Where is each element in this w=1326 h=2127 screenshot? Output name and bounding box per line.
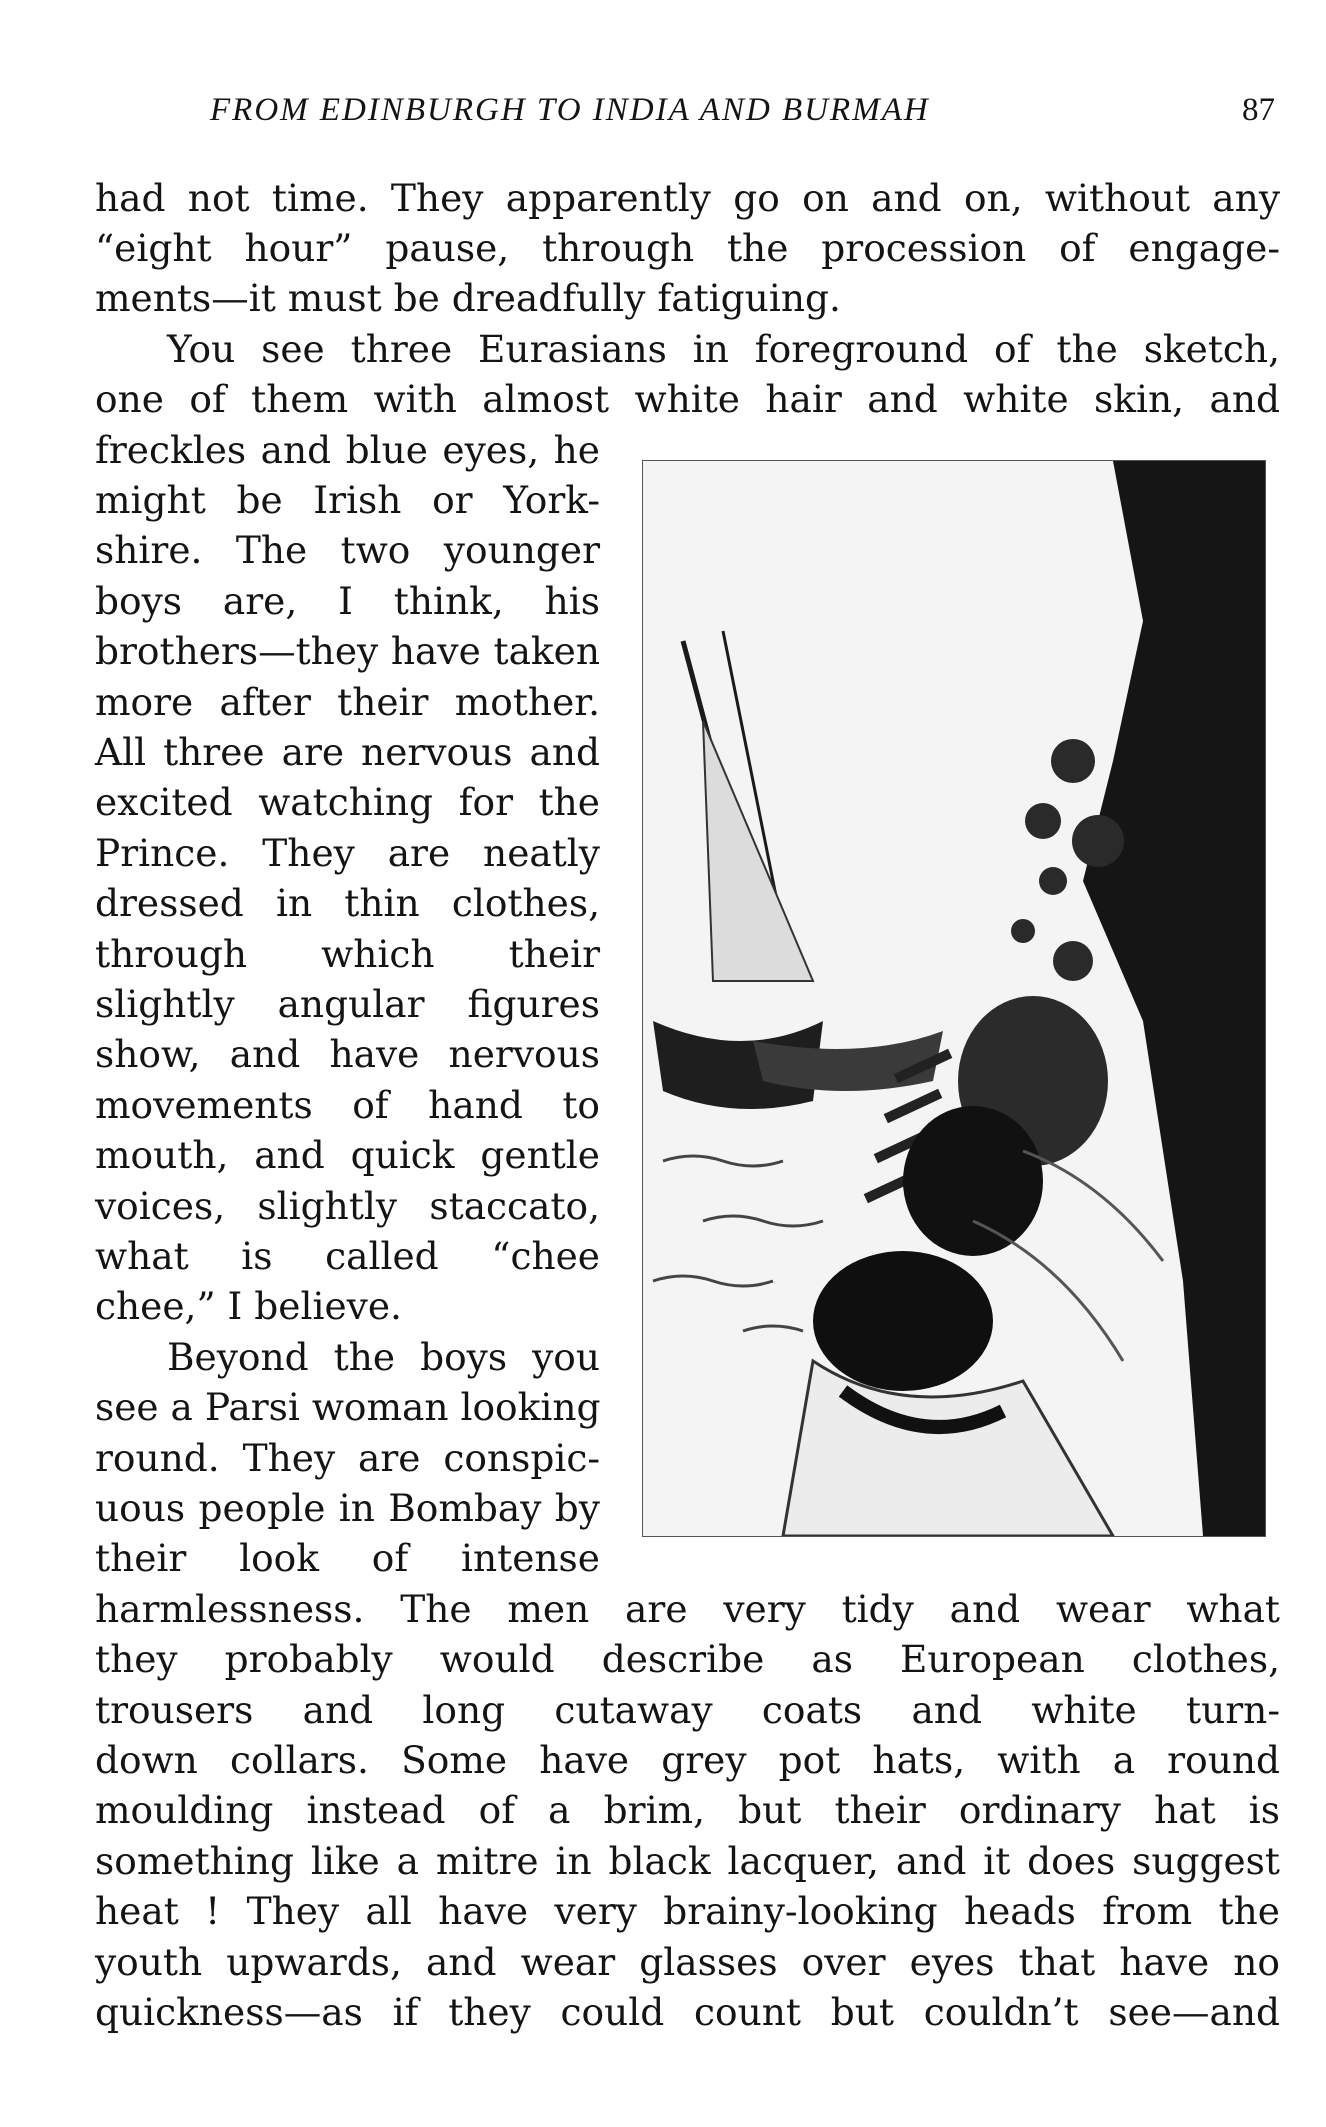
text-line: uous people in Bombay by — [95, 1486, 600, 1530]
text-line: more after their mother. — [95, 680, 600, 724]
text-line: down collars. Some have grey pot hats, with a round — [95, 1738, 1280, 1782]
text-line: their look of intense — [95, 1536, 600, 1580]
text-line: what is called “chee — [95, 1234, 600, 1278]
harbour-sketch-illustration — [642, 460, 1266, 1537]
text-line: trousers and long cutaway coats and white turn- — [95, 1688, 1280, 1732]
text-line: quickness—as if they could count but couldn’t see—and — [95, 1990, 1280, 2034]
text-line: harmlessness. The men are very tidy and wear what — [95, 1587, 1280, 1631]
text-line: brothers—they have taken — [95, 629, 600, 673]
text-line: All three are nervous and — [95, 730, 600, 774]
text-line: slightly angular figures — [95, 982, 600, 1026]
text-line: might be Irish or York- — [95, 478, 600, 522]
text-line: excited watching for the — [95, 780, 600, 824]
text-line: through which their — [95, 932, 600, 976]
page-number: 87 — [1242, 92, 1275, 128]
sketch-drawing — [643, 461, 1265, 1536]
text-line: movements of hand to — [95, 1083, 600, 1127]
text-line: mouth, and quick gentle — [95, 1133, 600, 1177]
text-line: show, and have nervous — [95, 1032, 600, 1076]
text-line: “eight hour” pause, through the procession of engage- — [95, 226, 1280, 270]
text-line: You see three Eurasians in foreground of the sketch, — [167, 327, 1280, 371]
text-line: they probably would describe as European clothes, — [95, 1637, 1280, 1681]
text-line: see a Parsi woman looking — [95, 1385, 601, 1429]
text-line: had not time. They apparently go on and on, without any — [95, 176, 1280, 220]
text-line: round. They are conspic- — [95, 1436, 600, 1480]
text-line: youth upwards, and wear glasses over eyes that have no — [95, 1940, 1280, 1984]
text-line: Beyond the boys you — [167, 1335, 600, 1379]
text-line: ments—it must be dreadfully fatiguing. — [95, 276, 841, 320]
running-title: FROM EDINBURGH TO INDIA AND BURMAH — [210, 92, 930, 128]
text-line: freckles and blue eyes, he — [95, 428, 600, 472]
text-line: boys are, I think, his — [95, 579, 600, 623]
text-line: moulding instead of a brim, but their ordinary hat is — [95, 1788, 1280, 1832]
text-line: Prince. They are neatly — [95, 831, 600, 875]
text-line: dressed in thin clothes, — [95, 881, 600, 925]
text-line: voices, slightly staccato, — [95, 1184, 600, 1228]
text-line: one of them with almost white hair and white skin, and — [95, 377, 1280, 421]
text-line: shire. The two younger — [95, 528, 600, 572]
text-line: heat ! They all have very brainy-looking heads from the — [95, 1889, 1280, 1933]
text-line: something like a mitre in black lacquer, and it does suggest — [95, 1839, 1280, 1883]
text-line: chee,” I believe. — [95, 1284, 402, 1328]
